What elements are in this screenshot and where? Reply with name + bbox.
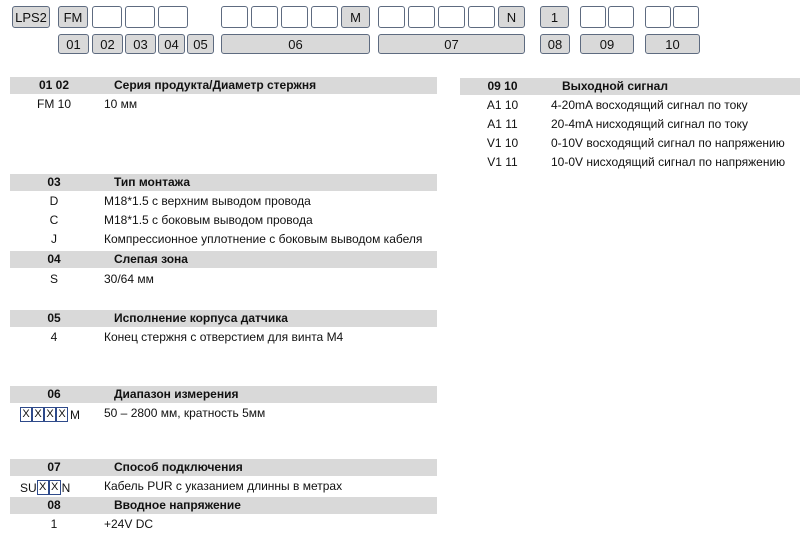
- index-03: 03: [125, 34, 156, 54]
- section-header: [460, 78, 800, 95]
- row-code: J: [51, 232, 57, 246]
- row-code: V1 10: [486, 136, 519, 150]
- section-title: Способ подключения: [114, 460, 243, 474]
- row-code: S: [49, 272, 58, 286]
- index-05: 05: [187, 34, 214, 54]
- code-m: M: [341, 6, 370, 28]
- section-title: Слепая зона: [114, 252, 188, 266]
- section-header: [10, 174, 437, 191]
- range-code-sequence: [20, 405, 80, 424]
- code-slot-04: [125, 6, 155, 28]
- code-slot-03: [92, 6, 122, 28]
- row-desc: Конец стержня с отверстием для винта M4: [104, 330, 344, 344]
- row-desc: 30/64 мм: [104, 272, 154, 286]
- digit-box: X: [37, 480, 49, 495]
- row-desc: Кабель PUR с указанием длинны в метрах: [104, 479, 343, 493]
- code-slot-06a: [221, 6, 248, 28]
- section-title: Вводное напряжение: [114, 498, 241, 512]
- digit-box: X: [49, 480, 61, 495]
- row-desc: M18*1.5 с верхним выводом провода: [104, 194, 311, 208]
- row-desc: M18*1.5 с боковым выводом провода: [104, 213, 313, 227]
- section-title: Выходной сигнал: [562, 79, 668, 93]
- section-title: Исполнение корпуса датчика: [114, 311, 288, 325]
- index-04: 04: [158, 34, 185, 54]
- code-prefix-lps2: LPS2: [12, 6, 50, 28]
- row-code: V1 11: [487, 155, 518, 169]
- digit-box: X: [44, 407, 56, 422]
- row-code: D: [49, 194, 59, 208]
- row-desc: +24V DC: [104, 517, 154, 531]
- code-slot-06b: [251, 6, 278, 28]
- code-slot-09b: [608, 6, 634, 28]
- section-title: Тип монтажа: [114, 175, 191, 189]
- connection-suffix: N: [61, 480, 71, 495]
- code-slot-05: [158, 6, 188, 28]
- code-slot-10b: [673, 6, 699, 28]
- row-code: A1 11: [487, 117, 518, 131]
- row-code: 4: [50, 330, 58, 344]
- code-slot-07a: [378, 6, 405, 28]
- index-08: 08: [540, 34, 570, 54]
- section-code: 07: [47, 460, 61, 474]
- section-code: 01 02: [38, 78, 70, 92]
- row-desc: 20-4mA нисходящий сигнал по току: [551, 117, 749, 131]
- row-desc: 10-0V нисходящий сигнал по напряжению: [551, 155, 786, 169]
- section-code: 09 10: [487, 79, 518, 93]
- section-title: Диапазон измерения: [114, 387, 239, 401]
- index-06: 06: [221, 34, 370, 54]
- digit-box: X: [32, 407, 44, 422]
- range-suffix: M: [70, 407, 80, 422]
- row-code: FM 10: [36, 97, 71, 111]
- index-10: 10: [645, 34, 700, 54]
- section-code: 04: [47, 252, 61, 266]
- code-fm: FM: [58, 6, 88, 28]
- digit-box: X: [56, 407, 68, 422]
- digit-box: X: [20, 407, 32, 422]
- row-desc: 4-20mA восходящий сигнал по току: [551, 98, 748, 112]
- row-desc: Компрессионное уплотнение с боковым выводом кабеля: [104, 232, 423, 246]
- section-header: [10, 251, 437, 268]
- index-01: 01: [58, 34, 89, 54]
- section-code: 05: [47, 311, 61, 325]
- section-header: [10, 386, 437, 403]
- index-07: 07: [378, 34, 525, 54]
- code-slot-06c: [281, 6, 308, 28]
- section-title: Серия продукта/Диаметр стержня: [114, 78, 317, 92]
- row-desc: 0-10V восходящий сигнал по напряжению: [551, 136, 785, 150]
- row-code: 1: [50, 517, 58, 531]
- row-desc: 50 – 2800 мм, кратность 5мм: [104, 406, 266, 420]
- row-code: C: [49, 213, 59, 227]
- code-slot-06d: [311, 6, 338, 28]
- index-09: 09: [580, 34, 634, 54]
- section-code: 08: [47, 498, 61, 512]
- code-slot-07b: [408, 6, 435, 28]
- connection-prefix: SU: [20, 480, 37, 495]
- section-header: [10, 459, 437, 476]
- code-slot-09a: [580, 6, 606, 28]
- connection-code-sequence: [20, 478, 70, 497]
- section-code: 06: [47, 387, 61, 401]
- code-slot-07d: [468, 6, 495, 28]
- section-header: [10, 310, 437, 327]
- code-n: N: [498, 6, 525, 28]
- index-02: 02: [92, 34, 123, 54]
- code-slot-10a: [645, 6, 671, 28]
- row-code: A1 10: [486, 98, 519, 112]
- section-code: 03: [47, 175, 61, 189]
- row-desc: 10 мм: [104, 97, 138, 111]
- code-slot-07c: [438, 6, 465, 28]
- section-header: [10, 77, 437, 94]
- code-one: 1: [540, 6, 569, 28]
- section-header: [10, 497, 437, 514]
